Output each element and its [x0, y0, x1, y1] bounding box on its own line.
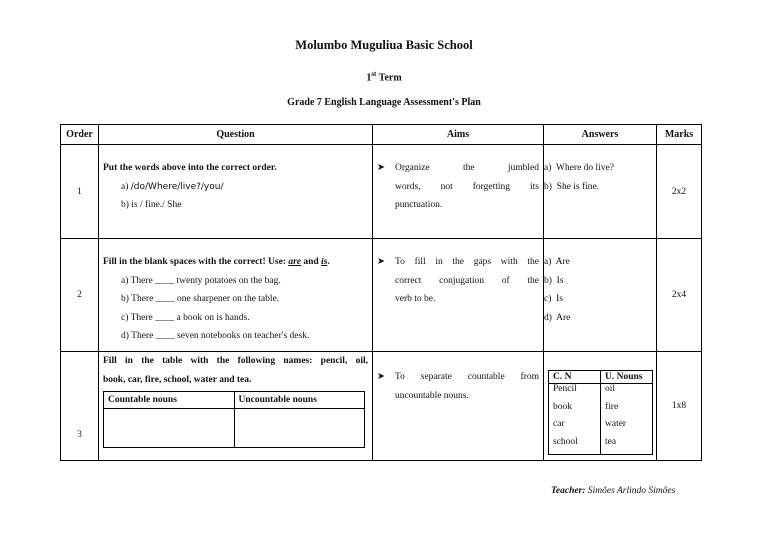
col-header-question: Question [99, 125, 373, 145]
table-row [61, 352, 702, 461]
answer-item: b) Is [544, 275, 564, 286]
arrow-bullet-icon: ➤ [377, 372, 385, 382]
assessment-table [60, 124, 702, 461]
aim-line: punctuation. [395, 200, 443, 210]
marks-cell: 2x4 [657, 239, 702, 352]
col-header-aims: Aims [373, 125, 544, 145]
col-header-order: Order [61, 125, 99, 145]
teacher-signature-line [551, 486, 675, 496]
question-item: c) There ____ a book on is hands. [121, 312, 250, 323]
question-item: d) There ____ seven notebooks on teacher's desk. [121, 331, 310, 341]
school-name: Molumbo Muguliua Basic School [295, 38, 473, 52]
answer-item: b) She is fine. [544, 181, 600, 192]
question-title: Fill in the table with the following names: pencil, oil, [103, 356, 368, 366]
question-item [103, 178, 368, 197]
term-word: Term [378, 72, 402, 84]
col-header-answers: Answers [544, 125, 657, 145]
answer-item: d) Are [544, 312, 571, 323]
aim-line: words, not forgetting its [395, 181, 539, 192]
header-row [61, 125, 702, 145]
question-title: book, car, fire, school, water and tea. [103, 374, 252, 385]
col-header-marks: Marks [657, 125, 702, 145]
answer-noun-table [548, 370, 653, 455]
aims-cell [373, 352, 544, 461]
answer-item: a) Are [544, 257, 570, 267]
table-row: school tea [549, 437, 653, 455]
question-cell [99, 145, 373, 239]
item-letter: a) [121, 181, 129, 192]
underlined-word-are: are [288, 257, 301, 267]
order-cell: 2 [61, 239, 99, 352]
aims-cell [373, 145, 544, 239]
aims-cell [373, 239, 544, 352]
term-suffix: st [371, 70, 377, 78]
underlined-word-is: is [321, 257, 328, 267]
teacher-name: Simões Arlindo Simões [585, 486, 676, 496]
noun-sort-table [103, 391, 365, 448]
answer-item: a) Where do live? [544, 163, 615, 173]
table-row: Pencil oil [549, 384, 653, 402]
question-title: Put the words above into the correct order. [103, 163, 277, 173]
table-row [61, 145, 702, 239]
table-row: car water [549, 419, 653, 437]
term-number: 1 [366, 72, 372, 84]
teacher-label: Teacher: [551, 486, 586, 496]
question-item: b) There ____ one sharpener on the table. [121, 294, 280, 304]
item-text: is / fine./ She [131, 200, 182, 210]
question-cell [99, 352, 373, 461]
aim-line: To separate countable from [395, 372, 539, 382]
aim-line: uncountable nouns. [395, 390, 469, 401]
answers-cell [544, 352, 657, 461]
order-cell: 1 [61, 145, 99, 239]
marks-cell: 1x8 [657, 352, 702, 461]
marks-cell: 2x2 [657, 145, 702, 239]
term-heading [0, 70, 768, 83]
answers-cell [544, 239, 657, 352]
order-cell: 3 [61, 352, 99, 461]
item-letter: b) [121, 200, 129, 210]
countable-header: Countable nouns [104, 392, 235, 409]
question-item [103, 196, 368, 215]
table-row: book fire [549, 402, 653, 420]
answers-cell [544, 145, 657, 239]
arrow-bullet-icon: ➤ [377, 163, 385, 173]
question-cell [99, 239, 373, 352]
aim-line: Organize the jumbled [395, 163, 539, 173]
answer-item: c) Is [544, 294, 564, 304]
uncountable-header: Uncountable nouns [234, 392, 365, 409]
countable-blank-cell [104, 409, 235, 448]
uncountable-blank-cell [234, 409, 365, 448]
question-title: Fill in the blank spaces with the correct! Use: are and is. [103, 257, 330, 267]
plan-title: Grade 7 English Language Assessment's Plan [287, 97, 481, 108]
cn-header: C. N [549, 371, 601, 384]
un-header: U. Nouns [601, 371, 653, 384]
aim-line: To fill in the gaps with the [395, 257, 539, 267]
aim-line: verb to be. [395, 294, 436, 304]
table-row [61, 239, 702, 352]
item-text: /do/Where/live?/you/ [130, 181, 224, 192]
arrow-bullet-icon: ➤ [377, 257, 385, 267]
question-item: a) There ____ twenty potatoes on the bag. [121, 275, 281, 286]
aim-line: correct conjugation of the [395, 275, 539, 286]
